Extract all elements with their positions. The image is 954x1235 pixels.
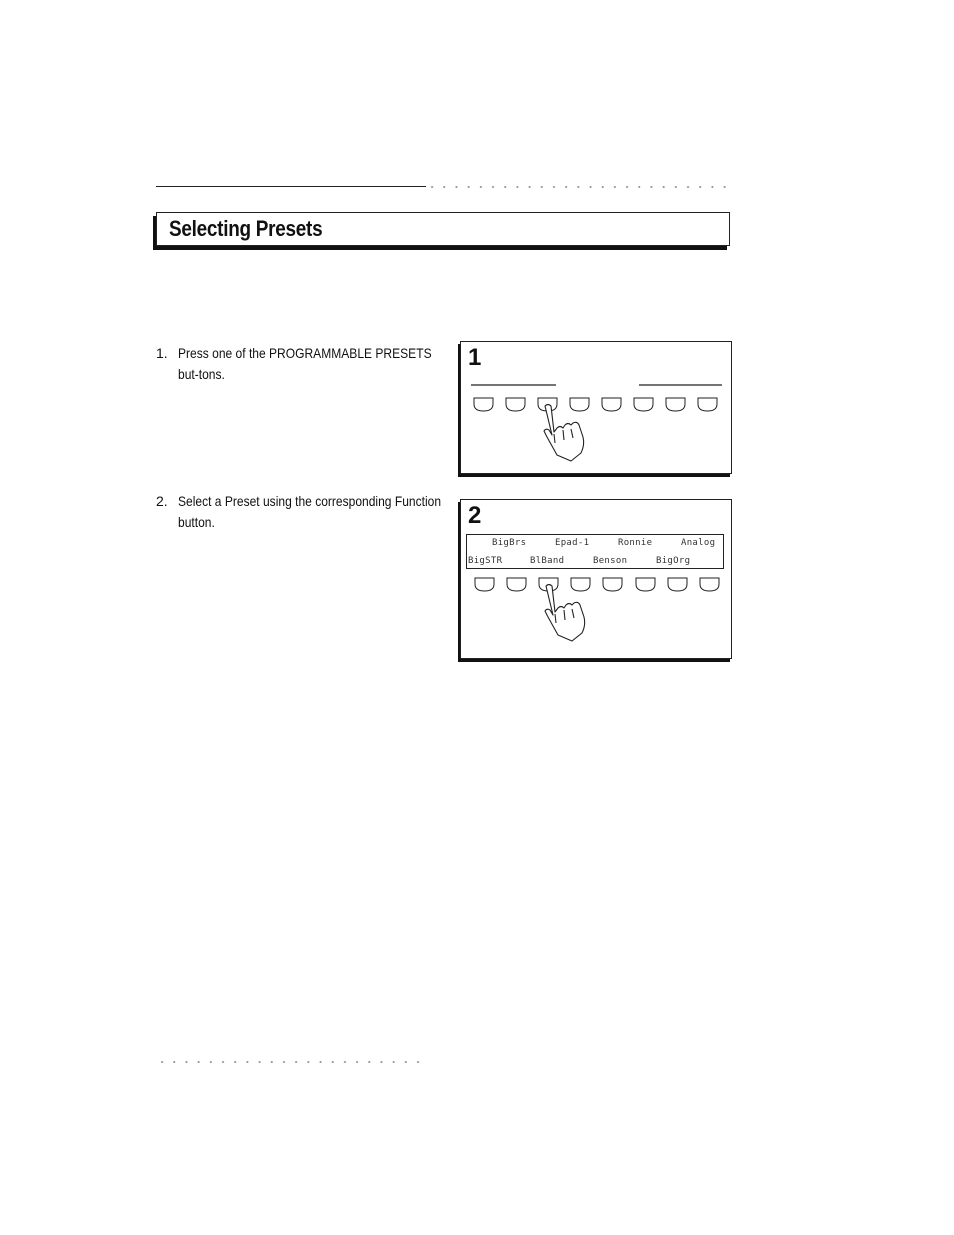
preset-button: [474, 398, 493, 411]
header-dotted-rule: [426, 186, 730, 188]
header-rule: [156, 186, 426, 187]
function-button: [668, 578, 687, 591]
step-1: [156, 343, 436, 385]
function-buttons-illustration: [461, 500, 731, 658]
panel-label: 1: [468, 344, 482, 371]
illustration-panel-1: [460, 341, 732, 474]
step-2: [156, 491, 442, 533]
preset-button: [698, 398, 717, 411]
display-label: BigBrs: [492, 538, 527, 548]
illustration-panel-2: [460, 499, 732, 659]
preset-button: [634, 398, 653, 411]
step-text: Select a Preset using the corresponding Function button.: [178, 493, 442, 530]
preset-buttons-illustration: [461, 342, 731, 473]
function-button: [475, 578, 494, 591]
function-button: [507, 578, 526, 591]
preset-button: [666, 398, 685, 411]
display-label: BlBand: [530, 556, 565, 566]
function-button: [603, 578, 622, 591]
preset-button: [602, 398, 621, 411]
function-button: [700, 578, 719, 591]
section-title: Selecting Presets: [169, 216, 323, 241]
function-button: [571, 578, 590, 591]
panel-label: 2: [468, 502, 482, 529]
display-label: BigOrg: [656, 556, 691, 566]
step-number: 1.: [156, 345, 168, 361]
display-label: BigSTR: [468, 556, 503, 566]
preset-button: [506, 398, 525, 411]
display-label: Benson: [593, 556, 628, 566]
footer-dotted-rule: [156, 1061, 428, 1063]
display-label: Ronnie: [618, 538, 653, 548]
section-title-box: [156, 212, 730, 246]
step-number: 2.: [156, 493, 168, 509]
display-label: Epad-1: [555, 538, 590, 548]
hand-pointer-icon: [545, 585, 585, 642]
hand-pointer-icon: [544, 405, 584, 462]
step-text: Press one of the PROGRAMMABLE PRESETS but-tons.: [178, 345, 432, 382]
preset-button: [570, 398, 589, 411]
function-button: [636, 578, 655, 591]
display-label: Analog: [681, 538, 716, 548]
